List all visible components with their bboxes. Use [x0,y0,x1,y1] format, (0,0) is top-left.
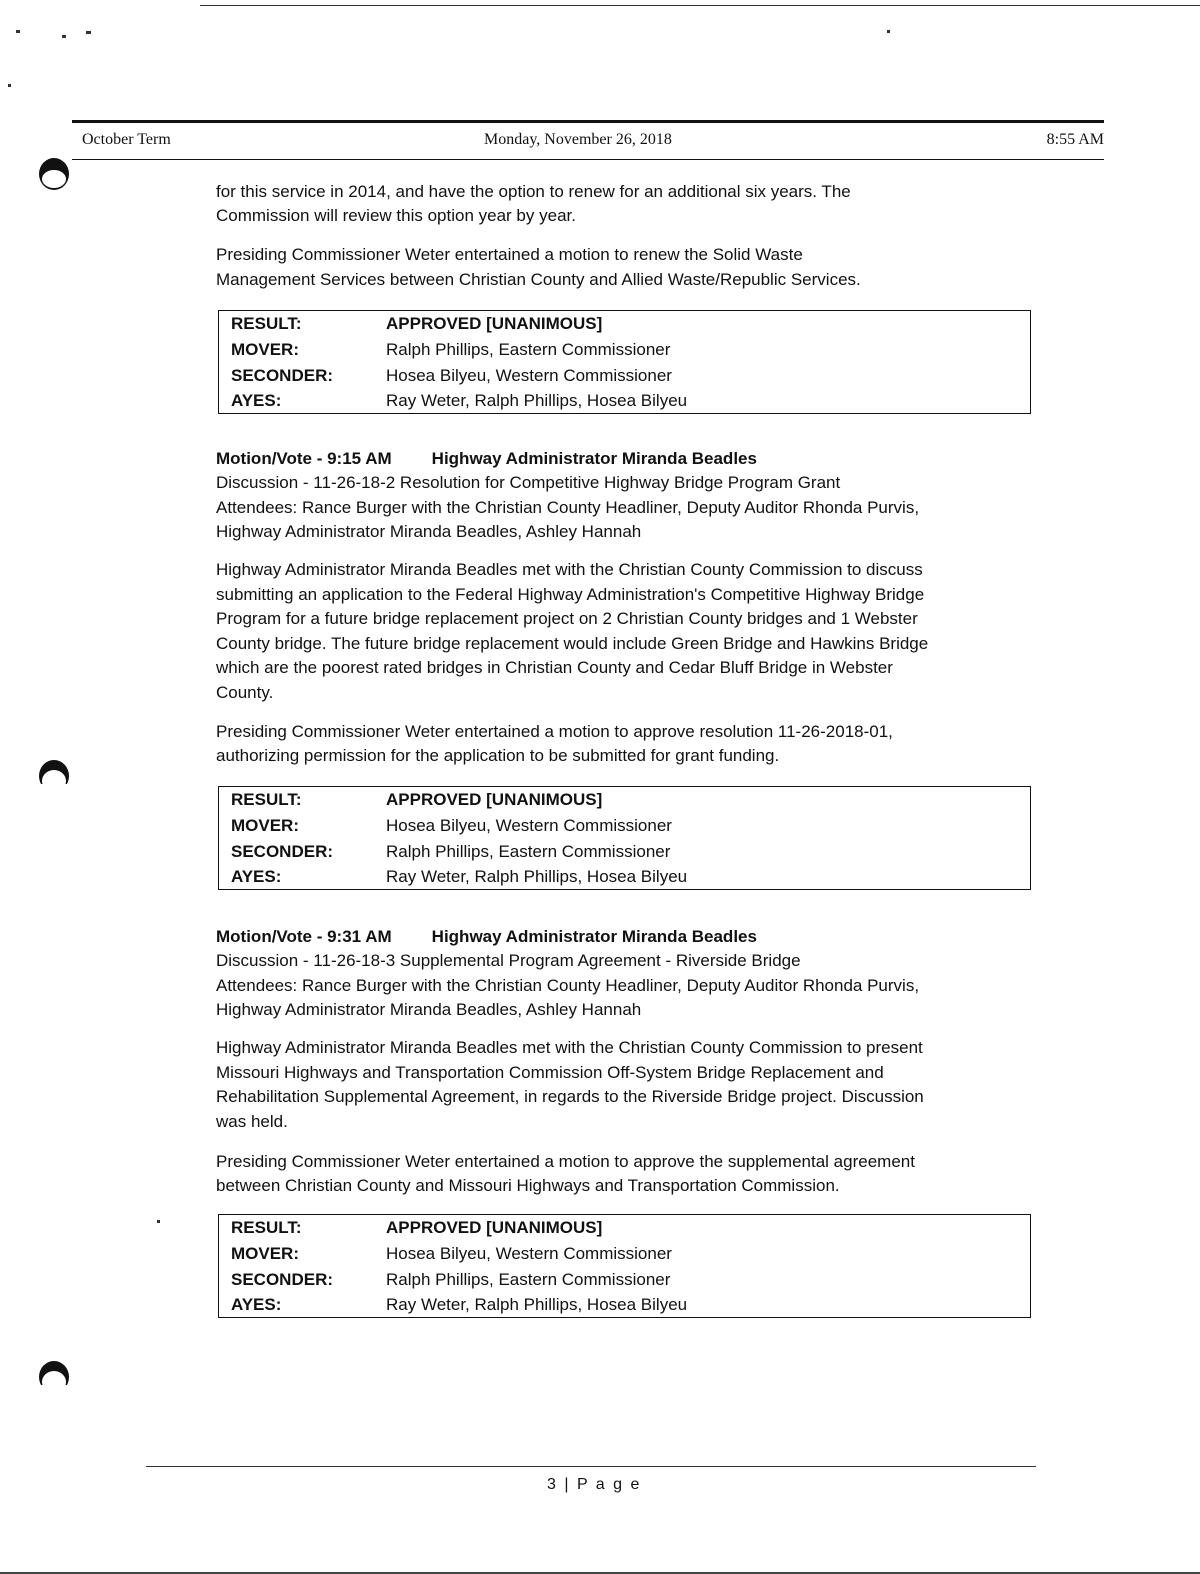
header-date: Monday, November 26, 2018 [484,131,672,148]
vote-row-mover [231,1241,672,1267]
header-rule-bottom [72,159,1104,160]
ayes-label: AYES: [231,391,282,410]
ayes-label: AYES: [231,1295,282,1314]
ayes-label: AYES: [231,867,282,886]
vote-row-seconder [231,839,670,865]
punch-hole-icon [37,152,71,192]
attendees-line: Highway Administrator Miranda Beadles, Ashley Hannah [216,1000,642,1019]
mover-value: Hosea Bilyeu, Western Commissioner [386,1244,672,1263]
body-line: County bridge. The future bridge replacement would include Green Bridge and Hawkins Bridge [216,634,929,653]
footer-rule [146,1466,1036,1467]
body-line: Missouri Highways and Transportation Commission Off-System Bridge Replacement and [216,1063,884,1082]
vote-row-ayes [231,1292,687,1318]
scan-speck [86,31,91,34]
vote-row-mover [231,337,670,363]
motion-time: Motion/Vote - 9:15 AM [216,449,392,468]
punch-hole-icon [37,754,71,794]
result-value: APPROVED [UNANIMOUS] [386,790,603,809]
seconder-value: Ralph Phillips, Eastern Commissioner [386,842,671,861]
scan-speck [887,30,890,33]
vote-row-ayes [231,388,687,414]
ayes-value: Ray Weter, Ralph Phillips, Hosea Bilyeu [386,1295,688,1314]
body-line: submitting an application to the Federal Highway Administration's Competitive Highway Bridge [216,585,925,604]
body-line: which are the poorest rated bridges in Christian County and Cedar Bluff Bridge in Webster [216,658,893,677]
vote-result-table [218,310,1031,414]
discussion-line: Discussion - 11-26-18-3 Supplemental Program Agreement - Riverside Bridge [216,951,801,970]
ayes-value: Ray Weter, Ralph Phillips, Hosea Bilyeu [386,867,688,886]
motion-text-line: Presiding Commissioner Weter entertained a motion to approve resolution 11-26-2018-01, [216,722,893,741]
body-line: County. [216,683,274,702]
discussion-line: Discussion - 11-26-18-2 Resolution for Competitive Highway Bridge Program Grant [216,473,841,492]
mover-label: MOVER: [231,816,299,835]
seconder-value: Hosea Bilyeu, Western Commissioner [386,366,672,385]
header-term: October Term [82,131,171,148]
scan-speck [62,35,66,38]
motion-time: Motion/Vote - 9:31 AM [216,927,392,946]
mover-value: Hosea Bilyeu, Western Commissioner [386,816,672,835]
vote-row-mover [231,813,672,839]
attendees-line: Attendees: Rance Burger with the Christian County Headliner, Deputy Auditor Rhonda Purvis, [216,976,920,995]
attendees-line: Attendees: Rance Burger with the Christian County Headliner, Deputy Auditor Rhonda Purvis, [216,498,920,517]
page-number: 3 | P a g e [547,1476,642,1493]
result-value: APPROVED [UNANIMOUS] [386,314,603,333]
result-label: RESULT: [231,790,302,809]
vote-row-seconder [231,363,672,389]
motion-text-line: between Christian County and Missouri Highways and Transportation Commission. [216,1176,840,1195]
scan-speck [157,1220,160,1223]
intro-line: for this service in 2014, and have the option to renew for an additional six years. The [216,182,851,201]
motion-heading [216,925,757,949]
vote-row-result [231,1215,602,1241]
body-line: Highway Administrator Miranda Beadles met with the Christian County Commission to discuss [216,560,923,579]
vote-row-ayes [231,864,687,890]
intro-line: Commission will review this option year by year. [216,206,576,225]
mover-value: Ralph Phillips, Eastern Commissioner [386,340,671,359]
result-label: RESULT: [231,1218,302,1237]
scan-top-border [200,5,1200,6]
body-line: Program for a future bridge replacement project on 2 Christian County bridges and 1 Webster [216,609,918,628]
vote-row-seconder [231,1267,670,1293]
result-value: APPROVED [UNANIMOUS] [386,1218,603,1237]
seconder-value: Ralph Phillips, Eastern Commissioner [386,1270,671,1289]
attendees-line: Highway Administrator Miranda Beadles, Ashley Hannah [216,522,642,541]
motion-admin: Highway Administrator Miranda Beadles [431,449,757,468]
body-line: Rehabilitation Supplemental Agreement, in regards to the Riverside Bridge project. Discussion [216,1087,924,1106]
seconder-label: SECONDER: [231,842,334,861]
result-label: RESULT: [231,314,302,333]
motion-text-line: Presiding Commissioner Weter entertained a motion to renew the Solid Waste [216,245,803,264]
header-rule-top [72,120,1104,123]
body-line: was held. [216,1112,288,1131]
motion-heading [216,447,757,471]
mover-label: MOVER: [231,1244,299,1263]
motion-admin: Highway Administrator Miranda Beadles [431,927,757,946]
vote-result-table [218,786,1031,890]
scan-speck [16,30,20,33]
header-time: 8:55 AM [1046,131,1104,148]
motion-text-line: authorizing permission for the application to be submitted for grant funding. [216,746,780,765]
body-line: Highway Administrator Miranda Beadles met with the Christian County Commission to present [216,1038,923,1057]
vote-row-result [231,311,602,337]
vote-result-table [218,1214,1031,1318]
punch-hole-icon [37,1355,71,1395]
mover-label: MOVER: [231,340,299,359]
motion-text-line: Management Services between Christian County and Allied Waste/Republic Services. [216,270,861,289]
motion-text-line: Presiding Commissioner Weter entertained a motion to approve the supplemental agreement [216,1152,915,1171]
seconder-label: SECONDER: [231,1270,334,1289]
scan-speck [8,84,11,87]
seconder-label: SECONDER: [231,366,334,385]
vote-row-result [231,787,602,813]
ayes-value: Ray Weter, Ralph Phillips, Hosea Bilyeu [386,391,688,410]
